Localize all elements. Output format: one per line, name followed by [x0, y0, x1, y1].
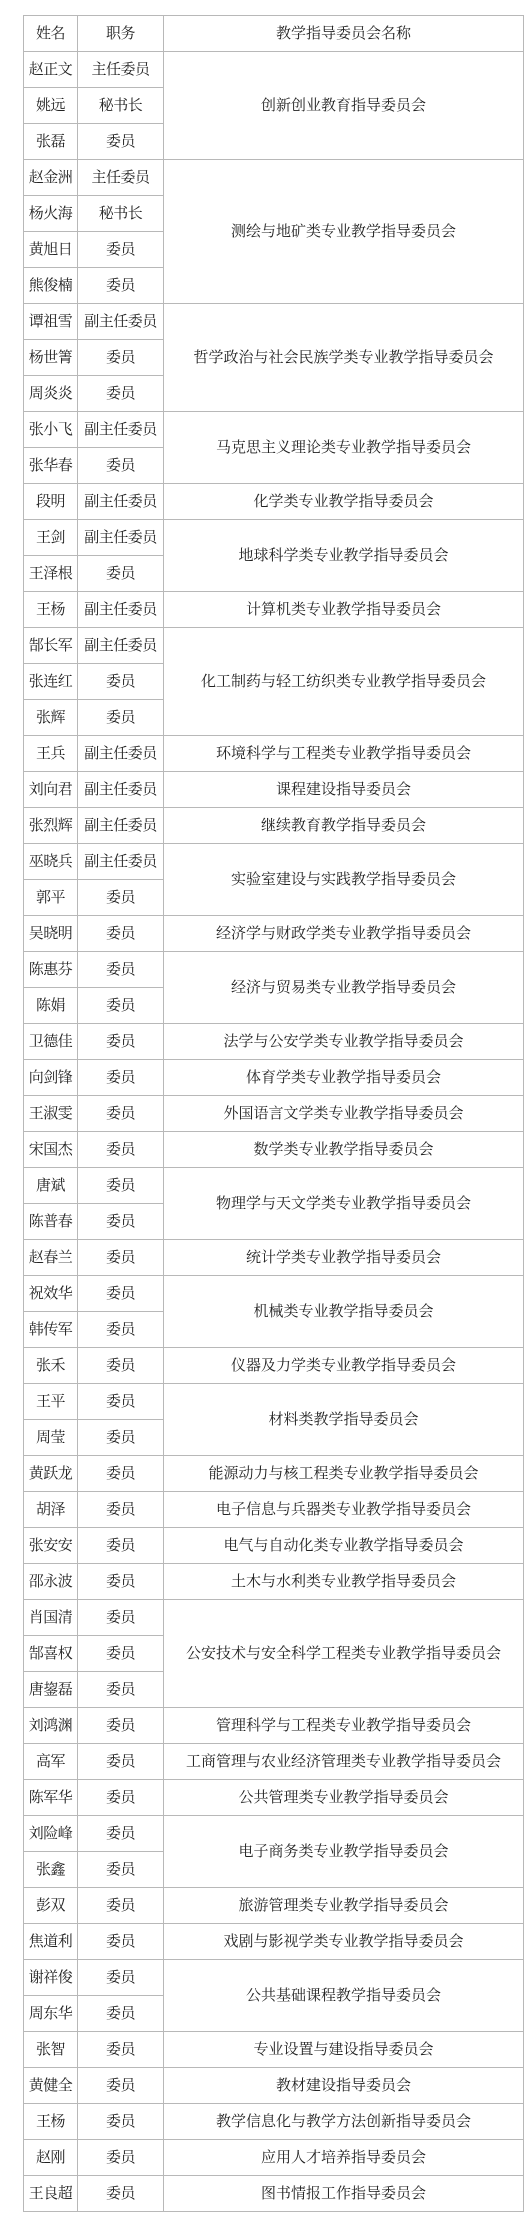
member-position: 委员 — [78, 2140, 164, 2176]
member-name: 陈普春 — [24, 1204, 78, 1240]
committee-name: 土木与水利类专业教学指导委员会 — [164, 1564, 524, 1600]
member-position: 委员 — [78, 232, 164, 268]
committee-name: 教材建设指导委员会 — [164, 2068, 524, 2104]
member-name: 唐鋆磊 — [24, 1672, 78, 1708]
committee-name: 法学与公安学类专业教学指导委员会 — [164, 1024, 524, 1060]
committee-name: 继续教育教学指导委员会 — [164, 808, 524, 844]
member-position: 委员 — [78, 1132, 164, 1168]
member-name: 谢祥俊 — [24, 1960, 78, 1996]
member-name: 张小飞 — [24, 412, 78, 448]
member-name: 张磊 — [24, 124, 78, 160]
member-name: 唐斌 — [24, 1168, 78, 1204]
member-position: 委员 — [78, 916, 164, 952]
committee-name: 教学信息化与教学方法创新指导委员会 — [164, 2104, 524, 2140]
committee-name: 旅游管理类专业教学指导委员会 — [164, 1888, 524, 1924]
header-committee: 教学指导委员会名称 — [164, 16, 524, 52]
table-row — [24, 1528, 524, 1564]
member-name: 郭平 — [24, 880, 78, 916]
member-position: 副主任委员 — [78, 484, 164, 520]
member-name: 王杨 — [24, 592, 78, 628]
committee-name: 能源动力与核工程类专业教学指导委员会 — [164, 1456, 524, 1492]
member-name: 赵刚 — [24, 2140, 78, 2176]
member-position: 副主任委员 — [78, 412, 164, 448]
table-row — [24, 2176, 524, 2212]
table-body — [24, 52, 524, 2212]
member-position: 副主任委员 — [78, 844, 164, 880]
header-position: 职务 — [78, 16, 164, 52]
committee-table — [23, 15, 524, 2212]
member-name: 段明 — [24, 484, 78, 520]
table-row — [24, 1744, 524, 1780]
member-name: 黄跃龙 — [24, 1456, 78, 1492]
committee-name: 课程建设指导委员会 — [164, 772, 524, 808]
member-position: 副主任委员 — [78, 736, 164, 772]
member-position: 委员 — [78, 1024, 164, 1060]
member-position: 委员 — [78, 952, 164, 988]
committee-name: 哲学政治与社会民族学类专业教学指导委员会 — [164, 304, 524, 412]
committee-name: 计算机类专业教学指导委员会 — [164, 592, 524, 628]
committee-name: 机械类专业教学指导委员会 — [164, 1276, 524, 1348]
table-row — [24, 2104, 524, 2140]
member-position: 委员 — [78, 700, 164, 736]
member-position: 副主任委员 — [78, 628, 164, 664]
member-position: 委员 — [78, 1960, 164, 1996]
member-position: 副主任委员 — [78, 772, 164, 808]
committee-name: 电气与自动化类专业教学指导委员会 — [164, 1528, 524, 1564]
member-position: 委员 — [78, 1852, 164, 1888]
member-name: 王泽根 — [24, 556, 78, 592]
member-name: 卫德佳 — [24, 1024, 78, 1060]
table-row — [24, 2032, 524, 2068]
member-name: 熊俊楠 — [24, 268, 78, 304]
committee-name: 戏剧与影视学类专业教学指导委员会 — [164, 1924, 524, 1960]
table-row — [24, 1708, 524, 1744]
member-name: 肖国清 — [24, 1600, 78, 1636]
table-row — [24, 1924, 524, 1960]
member-position: 委员 — [78, 1096, 164, 1132]
member-name: 赵金洲 — [24, 160, 78, 196]
table-row — [24, 160, 524, 196]
member-name: 王淑雯 — [24, 1096, 78, 1132]
member-name: 杨火海 — [24, 196, 78, 232]
table-row — [24, 52, 524, 88]
committee-name: 公共管理类专业教学指导委员会 — [164, 1780, 524, 1816]
member-position: 委员 — [78, 556, 164, 592]
committee-name: 测绘与地矿类专业教学指导委员会 — [164, 160, 524, 304]
committee-name: 体育学类专业教学指导委员会 — [164, 1060, 524, 1096]
member-position: 委员 — [78, 2032, 164, 2068]
member-name: 黄健全 — [24, 2068, 78, 2104]
committee-name: 电子信息与兵器类专业教学指导委员会 — [164, 1492, 524, 1528]
member-name: 张安安 — [24, 1528, 78, 1564]
table-row — [24, 484, 524, 520]
member-position: 委员 — [78, 1168, 164, 1204]
table-row — [24, 592, 524, 628]
table-row — [24, 2140, 524, 2176]
member-name: 巫晓兵 — [24, 844, 78, 880]
member-name: 张智 — [24, 2032, 78, 2068]
member-name: 吴晓明 — [24, 916, 78, 952]
member-position: 副主任委员 — [78, 592, 164, 628]
member-position: 委员 — [78, 2068, 164, 2104]
table-row — [24, 1564, 524, 1600]
committee-name: 经济与贸易类专业教学指导委员会 — [164, 952, 524, 1024]
table-row — [24, 304, 524, 340]
member-name: 张连红 — [24, 664, 78, 700]
member-position: 委员 — [78, 1528, 164, 1564]
table-row — [24, 1060, 524, 1096]
committee-name: 数学类专业教学指导委员会 — [164, 1132, 524, 1168]
member-name: 王平 — [24, 1384, 78, 1420]
member-position: 委员 — [78, 1456, 164, 1492]
member-name: 祝效华 — [24, 1276, 78, 1312]
member-position: 副主任委员 — [78, 808, 164, 844]
member-position: 副主任委员 — [78, 520, 164, 556]
member-name: 高军 — [24, 1744, 78, 1780]
table-row — [24, 628, 524, 664]
member-name: 邵永波 — [24, 1564, 78, 1600]
member-position: 委员 — [78, 448, 164, 484]
table-row — [24, 736, 524, 772]
table-row — [24, 1960, 524, 1996]
committee-name: 仪器及力学类专业教学指导委员会 — [164, 1348, 524, 1384]
member-name: 向剑锋 — [24, 1060, 78, 1096]
committee-name: 化学类专业教学指导委员会 — [164, 484, 524, 520]
committee-name: 统计学类专业教学指导委员会 — [164, 1240, 524, 1276]
member-position: 委员 — [78, 1996, 164, 2032]
header-name: 姓名 — [24, 16, 78, 52]
member-position: 委员 — [78, 2176, 164, 2212]
member-position: 委员 — [78, 1492, 164, 1528]
table-row — [24, 1780, 524, 1816]
member-position: 委员 — [78, 1204, 164, 1240]
member-position: 委员 — [78, 1384, 164, 1420]
committee-name: 物理学与天文学类专业教学指导委员会 — [164, 1168, 524, 1240]
committee-name: 环境科学与工程类专业教学指导委员会 — [164, 736, 524, 772]
table-row — [24, 1024, 524, 1060]
member-position: 副主任委员 — [78, 304, 164, 340]
committee-name: 公安技术与安全科学工程类专业教学指导委员会 — [164, 1600, 524, 1708]
member-name: 张华春 — [24, 448, 78, 484]
committee-name: 工商管理与农业经济管理类专业教学指导委员会 — [164, 1744, 524, 1780]
table-row — [24, 2068, 524, 2104]
member-position: 委员 — [78, 2104, 164, 2140]
member-position: 委员 — [78, 1708, 164, 1744]
table-row — [24, 412, 524, 448]
table-row — [24, 1276, 524, 1312]
member-name: 郜长军 — [24, 628, 78, 664]
committee-name: 外国语言文学类专业教学指导委员会 — [164, 1096, 524, 1132]
member-name: 彭双 — [24, 1888, 78, 1924]
member-position: 主任委员 — [78, 52, 164, 88]
member-position: 主任委员 — [78, 160, 164, 196]
table-row — [24, 1132, 524, 1168]
member-position: 委员 — [78, 1744, 164, 1780]
member-position: 委员 — [78, 1600, 164, 1636]
member-name: 谭祖雪 — [24, 304, 78, 340]
member-name: 张鑫 — [24, 1852, 78, 1888]
table-row — [24, 1096, 524, 1132]
member-name: 刘险峰 — [24, 1816, 78, 1852]
member-position: 委员 — [78, 376, 164, 412]
member-name: 张禾 — [24, 1348, 78, 1384]
member-position: 委员 — [78, 1276, 164, 1312]
table-row — [24, 808, 524, 844]
committee-name: 地球科学类专业教学指导委员会 — [164, 520, 524, 592]
member-position: 秘书长 — [78, 196, 164, 232]
member-name: 焦道利 — [24, 1924, 78, 1960]
member-position: 委员 — [78, 1060, 164, 1096]
table-row — [24, 1348, 524, 1384]
member-name: 姚远 — [24, 88, 78, 124]
member-name: 张烈辉 — [24, 808, 78, 844]
member-position: 委员 — [78, 1780, 164, 1816]
member-position: 委员 — [78, 664, 164, 700]
member-name: 张辉 — [24, 700, 78, 736]
member-name: 王杨 — [24, 2104, 78, 2140]
member-position: 委员 — [78, 268, 164, 304]
header-row — [24, 16, 524, 52]
table-row — [24, 916, 524, 952]
member-position: 委员 — [78, 1636, 164, 1672]
member-name: 刘向君 — [24, 772, 78, 808]
committee-name: 经济学与财政学类专业教学指导委员会 — [164, 916, 524, 952]
table-row — [24, 1888, 524, 1924]
member-position: 委员 — [78, 1240, 164, 1276]
member-position: 委员 — [78, 1420, 164, 1456]
member-name: 黄旭日 — [24, 232, 78, 268]
table-row — [24, 520, 524, 556]
table-row — [24, 1240, 524, 1276]
member-position: 委员 — [78, 124, 164, 160]
table-row — [24, 952, 524, 988]
table-row — [24, 1168, 524, 1204]
committee-name: 马克思主义理论类专业教学指导委员会 — [164, 412, 524, 484]
member-position: 委员 — [78, 1672, 164, 1708]
member-position: 委员 — [78, 1564, 164, 1600]
table-row — [24, 1384, 524, 1420]
committee-name: 材料类教学指导委员会 — [164, 1384, 524, 1456]
member-name: 赵正文 — [24, 52, 78, 88]
committee-name: 应用人才培养指导委员会 — [164, 2140, 524, 2176]
member-position: 委员 — [78, 1816, 164, 1852]
member-name: 王兵 — [24, 736, 78, 772]
member-name: 刘鸿渊 — [24, 1708, 78, 1744]
member-name: 宋国杰 — [24, 1132, 78, 1168]
table-row — [24, 1456, 524, 1492]
member-position: 委员 — [78, 340, 164, 376]
committee-name: 公共基础课程教学指导委员会 — [164, 1960, 524, 2032]
table-row — [24, 772, 524, 808]
table-row — [24, 1492, 524, 1528]
committee-name: 电子商务类专业教学指导委员会 — [164, 1816, 524, 1888]
member-position: 秘书长 — [78, 88, 164, 124]
member-name: 周莹 — [24, 1420, 78, 1456]
member-name: 周炎炎 — [24, 376, 78, 412]
table-row — [24, 844, 524, 880]
member-name: 郜喜权 — [24, 1636, 78, 1672]
member-name: 胡泽 — [24, 1492, 78, 1528]
table-row — [24, 1600, 524, 1636]
member-name: 韩传军 — [24, 1312, 78, 1348]
committee-name: 化工制药与轻工纺织类专业教学指导委员会 — [164, 628, 524, 736]
member-position: 委员 — [78, 1348, 164, 1384]
member-name: 赵春兰 — [24, 1240, 78, 1276]
member-position: 委员 — [78, 1312, 164, 1348]
member-name: 周东华 — [24, 1996, 78, 2032]
member-position: 委员 — [78, 880, 164, 916]
committee-name: 创新创业教育指导委员会 — [164, 52, 524, 160]
member-name: 陈惠芬 — [24, 952, 78, 988]
member-position: 委员 — [78, 988, 164, 1024]
member-position: 委员 — [78, 1888, 164, 1924]
member-position: 委员 — [78, 1924, 164, 1960]
member-name: 王剑 — [24, 520, 78, 556]
committee-name: 实验室建设与实践教学指导委员会 — [164, 844, 524, 916]
member-name: 陈军华 — [24, 1780, 78, 1816]
committee-name: 图书情报工作指导委员会 — [164, 2176, 524, 2212]
committee-name: 管理科学与工程类专业教学指导委员会 — [164, 1708, 524, 1744]
table-row — [24, 1816, 524, 1852]
member-name: 王良超 — [24, 2176, 78, 2212]
committee-name: 专业设置与建设指导委员会 — [164, 2032, 524, 2068]
member-name: 杨世箐 — [24, 340, 78, 376]
member-name: 陈娟 — [24, 988, 78, 1024]
